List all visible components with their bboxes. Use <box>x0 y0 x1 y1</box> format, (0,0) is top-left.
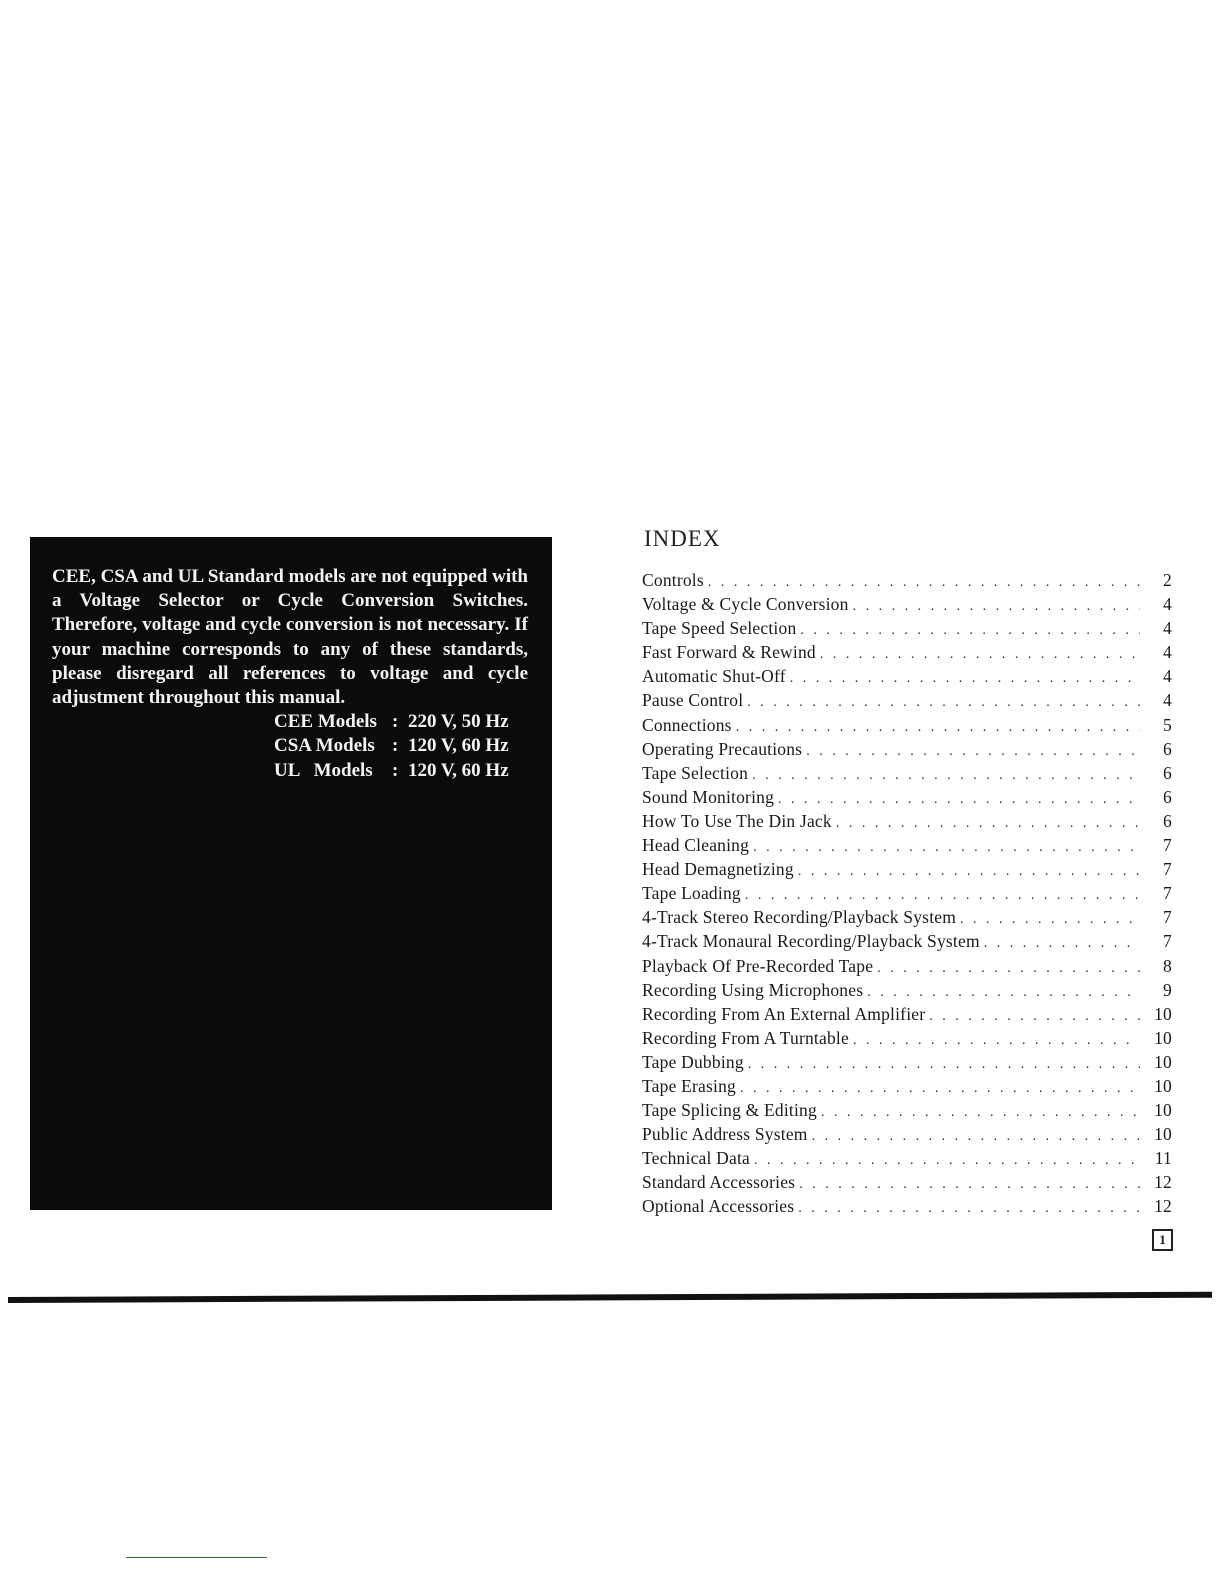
dot-leader <box>853 599 1140 615</box>
model-name: CEE Models <box>274 711 377 733</box>
dot-leader <box>800 623 1140 639</box>
index-entry <box>642 980 1172 1004</box>
index-entry <box>642 739 1172 763</box>
index-entry-label: 4-Track Monaural Recording/Playback System <box>642 931 980 952</box>
index-entry-page: 10 <box>1154 1003 1172 1024</box>
dot-leader <box>748 1057 1140 1073</box>
dot-leader <box>836 816 1140 832</box>
index-entry-label: Sound Monitoring <box>642 786 775 807</box>
model-power-spec: 120 V, 60 Hz <box>408 735 509 757</box>
index-section <box>642 526 1172 1221</box>
index-entry <box>642 1172 1172 1196</box>
index-entry <box>642 1004 1172 1028</box>
dot-leader <box>960 912 1140 928</box>
model-specs <box>52 710 528 783</box>
index-entry-label: Head Demagnetizing <box>642 859 794 880</box>
model-power-spec: 120 V, 60 Hz <box>408 759 509 781</box>
index-entry-page: 6 <box>1163 810 1172 831</box>
index-entry-label: Public Address System <box>642 1124 808 1145</box>
index-entry-label: Tape Erasing <box>642 1075 736 1096</box>
dot-leader <box>745 888 1140 904</box>
index-entry-label: Tape Loading <box>642 883 741 904</box>
index-entry-page: 7 <box>1163 883 1172 904</box>
index-entry <box>642 690 1172 714</box>
dot-leader <box>736 720 1140 736</box>
index-entry-label: Automatic Shut-Off <box>642 666 786 687</box>
model-name: UL Models <box>274 759 373 781</box>
dot-leader <box>806 744 1140 760</box>
index-entry-page: 10 <box>1154 1124 1172 1145</box>
index-entry <box>642 618 1172 642</box>
dot-leader <box>747 695 1140 711</box>
index-entry-label: 4-Track Stereo Recording/Playback System <box>642 907 957 928</box>
index-entry <box>642 1052 1172 1076</box>
index-entry <box>642 811 1172 835</box>
bottom-divider <box>8 1292 1212 1303</box>
index-entry-label: Voltage & Cycle Conversion <box>642 594 849 615</box>
dot-leader <box>820 647 1140 663</box>
index-entry-label: Tape Selection <box>642 762 749 783</box>
index-entry-label: Head Cleaning <box>642 835 750 856</box>
dot-leader <box>754 1153 1140 1169</box>
model-separator: : <box>392 711 399 733</box>
dot-leader <box>853 1033 1140 1049</box>
index-entry-page: 11 <box>1154 1148 1172 1169</box>
index-list <box>642 570 1172 1221</box>
model-separator: : <box>392 759 399 781</box>
index-entry <box>642 907 1172 931</box>
index-entry-page: 9 <box>1163 979 1172 1000</box>
index-entry-label: Standard Accessories <box>642 1172 796 1193</box>
index-entry-page: 6 <box>1163 738 1172 759</box>
dot-leader <box>753 840 1140 856</box>
dot-leader <box>740 1081 1140 1097</box>
index-entry <box>642 835 1172 859</box>
index-entry-label: Tape Dubbing <box>642 1051 744 1072</box>
index-entry-label: Optional Accessories <box>642 1196 795 1217</box>
dot-leader <box>798 1201 1140 1217</box>
dot-leader <box>867 985 1140 1001</box>
model-power-spec: 220 V, 50 Hz <box>408 711 509 733</box>
model-spec-row <box>52 734 528 758</box>
standards-notice-text: CEE, CSA and UL Standard models are not equipped with a Voltage Selector or Cycle Conversion Switches. Therefore, voltage and cycle conversion is not necessary. If your machine corresponds to any of these standards, please disregard all references to voltage and cycle adjustment throughout this manual. <box>52 566 528 709</box>
standards-notice-box <box>30 537 552 1210</box>
index-entry-page: 4 <box>1163 618 1172 639</box>
index-entry-page: 7 <box>1163 931 1172 952</box>
index-entry-label: Technical Data <box>642 1148 750 1169</box>
scan-artifact-line <box>126 1557 267 1558</box>
index-entry <box>642 883 1172 907</box>
index-title: INDEX <box>644 526 721 551</box>
model-separator: : <box>392 735 399 757</box>
dot-leader <box>812 1129 1140 1145</box>
index-entry-label: Recording From An External Amplifier <box>642 1003 926 1024</box>
index-entry-page: 10 <box>1154 1100 1172 1121</box>
index-entry <box>642 570 1172 594</box>
index-entry-page: 4 <box>1163 690 1172 711</box>
index-entry-page: 7 <box>1163 907 1172 928</box>
index-entry <box>642 1076 1172 1100</box>
dot-leader <box>790 671 1140 687</box>
index-entry-page: 7 <box>1163 835 1172 856</box>
index-entry-page: 10 <box>1154 1051 1172 1072</box>
index-entry <box>642 715 1172 739</box>
index-entry <box>642 594 1172 618</box>
index-entry <box>642 1124 1172 1148</box>
index-entry <box>642 642 1172 666</box>
model-name: CSA Models <box>274 735 375 757</box>
index-entry-page: 7 <box>1163 859 1172 880</box>
dot-leader <box>877 961 1140 977</box>
index-entry <box>642 666 1172 690</box>
index-entry-label: Controls <box>642 570 704 590</box>
index-entry-page: 5 <box>1163 714 1172 735</box>
index-entry <box>642 859 1172 883</box>
model-spec-row <box>52 710 528 734</box>
index-entry-label: Tape Speed Selection <box>642 618 797 639</box>
dot-leader <box>929 1009 1140 1025</box>
index-entry-page: 8 <box>1163 955 1172 976</box>
index-entry <box>642 931 1172 955</box>
index-entry-page: 2 <box>1163 570 1172 590</box>
index-entry-label: Recording Using Microphones <box>642 979 864 1000</box>
model-spec-row <box>52 759 528 783</box>
index-entry-page: 4 <box>1163 594 1172 615</box>
index-entry-label: Playback Of Pre-Recorded Tape <box>642 955 874 976</box>
dot-leader <box>821 1105 1140 1121</box>
index-entry-label: Tape Splicing & Editing <box>642 1100 817 1121</box>
dot-leader <box>708 575 1140 591</box>
index-entry <box>642 1148 1172 1172</box>
dot-leader <box>752 768 1140 784</box>
dot-leader <box>799 1177 1140 1193</box>
index-entry-page: 12 <box>1154 1196 1172 1217</box>
index-entry <box>642 787 1172 811</box>
index-entry-label: How To Use The Din Jack <box>642 810 832 831</box>
index-entry-page: 12 <box>1154 1172 1172 1193</box>
dot-leader <box>778 792 1140 808</box>
index-entry-page: 10 <box>1154 1027 1172 1048</box>
page-number: 1 <box>1152 1229 1173 1251</box>
index-entry-label: Pause Control <box>642 690 744 711</box>
index-entry-page: 6 <box>1163 786 1172 807</box>
dot-leader <box>798 864 1140 880</box>
index-entry-page: 4 <box>1163 642 1172 663</box>
index-entry <box>642 1028 1172 1052</box>
index-entry <box>642 763 1172 787</box>
index-entry-label: Connections <box>642 714 732 735</box>
index-entry <box>642 956 1172 980</box>
index-entry <box>642 1100 1172 1124</box>
dot-leader <box>984 936 1140 952</box>
index-entry-page: 6 <box>1163 762 1172 783</box>
index-entry-page: 4 <box>1163 666 1172 687</box>
index-entry <box>642 1196 1172 1220</box>
index-entry-label: Fast Forward & Rewind <box>642 642 816 663</box>
index-entry-page: 10 <box>1154 1075 1172 1096</box>
index-entry-label: Recording From A Turntable <box>642 1027 849 1048</box>
index-entry-label: Operating Precautions <box>642 738 803 759</box>
